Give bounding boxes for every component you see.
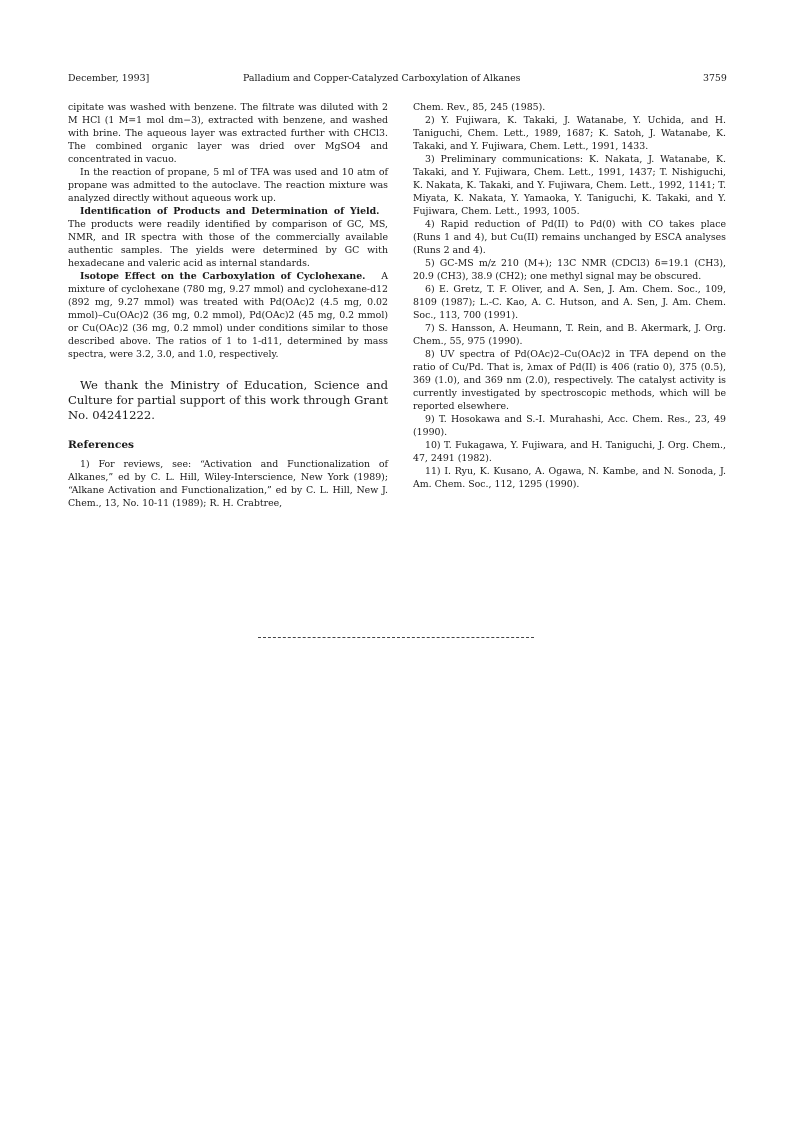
acknowledgment: We thank the Ministry of Education, Science and Culture for partial support of this work through Grant No. 04241222. — [68, 378, 388, 422]
end-of-article-rule — [258, 637, 534, 638]
reference-10: 10) T. Fukagawa, Y. Fujiwara, and H. Taniguchi, J. Org. Chem., 47, 2491 (1982). — [413, 440, 726, 464]
reference-1: 1) For reviews, see: “Activation and Functionalization of Alkanes,” ed by C. L. Hill, Wiley-Interscience, New York (1989); “Alkane Activation and Functionalization,” ed by C. L. Hill, New J. Chem., 13, No. 10-11 (1989); R. H. Crabtree, — [68, 459, 388, 510]
reference-5: 5) GC-MS m/z 210 (M+); 13C NMR (CDCl3) δ=19.1 (CH3), 20.9 (CH3), 38.9 (CH2); one methyl signal may be obscured. — [413, 258, 726, 282]
reference-3: 3) Preliminary communications: K. Nakata, J. Watanabe, K. Takaki, and Y. Fujiwara, Chem. Lett., 1991, 1437; T. Nishiguchi, K. Nakata, K. Takaki, and Y. Fujiwara, Chem. Lett., 1992, 1141; T. Miyata, K. Nakata, Y. Yamaoka, Y. Taniguchi, K. Takaki, and Y. Fujiwara, Chem. Lett., 1993, 1005. — [413, 154, 726, 217]
reference-6: 6) E. Gretz, T. F. Oliver, and A. Sen, J. Am. Chem. Soc., 109, 8109 (1987); L.-C. Kao, A. C. Hutson, and A. Sen, J. Am. Chem. Soc., 113, 700 (1991). — [413, 284, 726, 321]
reference-11: 11) I. Ryu, K. Kusano, A. Ogawa, N. Kambe, and N. Sonoda, J. Am. Chem. Soc., 112, 1295 (1990). — [413, 466, 726, 490]
left-column — [68, 101, 388, 510]
section-text: The products were readily identified by comparison of GC, MS, NMR, and IR spectra with those of the commercially available authentic samples. The yields were determined by GC with hexadecane and valeric acid as internal standards. — [68, 219, 388, 269]
right-column — [413, 101, 726, 491]
reference-1-continued: Chem. Rev., 85, 245 (1985). — [413, 102, 546, 113]
running-header-date: December, 1993] — [68, 73, 150, 84]
reference-9: 9) T. Hosokawa and S.-I. Murahashi, Acc. Chem. Res., 23, 49 (1990). — [413, 414, 726, 438]
section-text: A mixture of cyclohexane (780 mg, 9.27 mmol) and cyclohexane-d12 (892 mg, 9.27 mmol) was treated with Pd(OAc)2 (4.5 mg, 0.02 mmol)–Cu(OAc)2 (36 mg, 0.2 mmol), Pd(OAc)2 (45 mg, 0.2 mmol) or Cu(OAc)2 (36 mg, 0.2 mmol) under conditions similar to those described above. The ratios of 1 to 1-d11, determined by mass spectra, were 3.2, 3.0, and 1.0, respectively. — [68, 271, 388, 360]
paragraph-workup: cipitate was washed with benzene. The filtrate was diluted with 2 M HCl (1 M=1 mol dm−3), extracted with benzene, and washed with brine. The aqueous layer was extracted further with CHCl3. The combined organic layer was dried over MgSO4 and concentrated in vacuo. — [68, 102, 388, 165]
paragraph-propane: In the reaction of propane, 5 ml of TFA was used and 10 atm of propane was admitted to the autoclave. The reaction mixture was analyzed directly without aqueous work up. — [68, 167, 388, 204]
reference-8: 8) UV spectra of Pd(OAc)2–Cu(OAc)2 in TFA depend on the ratio of Cu/Pd. That is, λmax of Pd(II) is 406 (ratio 0), 375 (0.5), 369 (1.0), and 369 nm (2.0), respectively. The catalyst activity is currently investigated by spectroscopic methods, which will be reported elsewhere. — [413, 349, 726, 412]
references-heading: References — [68, 439, 135, 452]
reference-2: 2) Y. Fujiwara, K. Takaki, J. Watanabe, Y. Uchida, and H. Taniguchi, Chem. Lett., 1989, 1687; K. Satoh, J. Watanabe, K. Takaki, and Y. Fujiwara, Chem. Lett., 1991, 1433. — [413, 115, 726, 152]
section-heading: Identification of Products and Determination of Yield. — [80, 206, 380, 217]
section-isotope-effect — [68, 270, 388, 361]
reference-4: 4) Rapid reduction of Pd(II) to Pd(0) with CO takes place (Runs 1 and 4), but Cu(II) remains unchanged by ESCA analyses (Runs 2 and 4). — [413, 219, 726, 256]
section-identification — [68, 205, 388, 270]
running-header-title: Palladium and Copper-Catalyzed Carboxylation of Alkanes — [243, 73, 521, 84]
reference-7: 7) S. Hansson, A. Heumann, T. Rein, and B. Akermark, J. Org. Chem., 55, 975 (1990). — [413, 323, 726, 347]
section-heading: Isotope Effect on the Carboxylation of Cyclohexane. — [80, 271, 366, 282]
page-number: 3759 — [703, 73, 727, 84]
